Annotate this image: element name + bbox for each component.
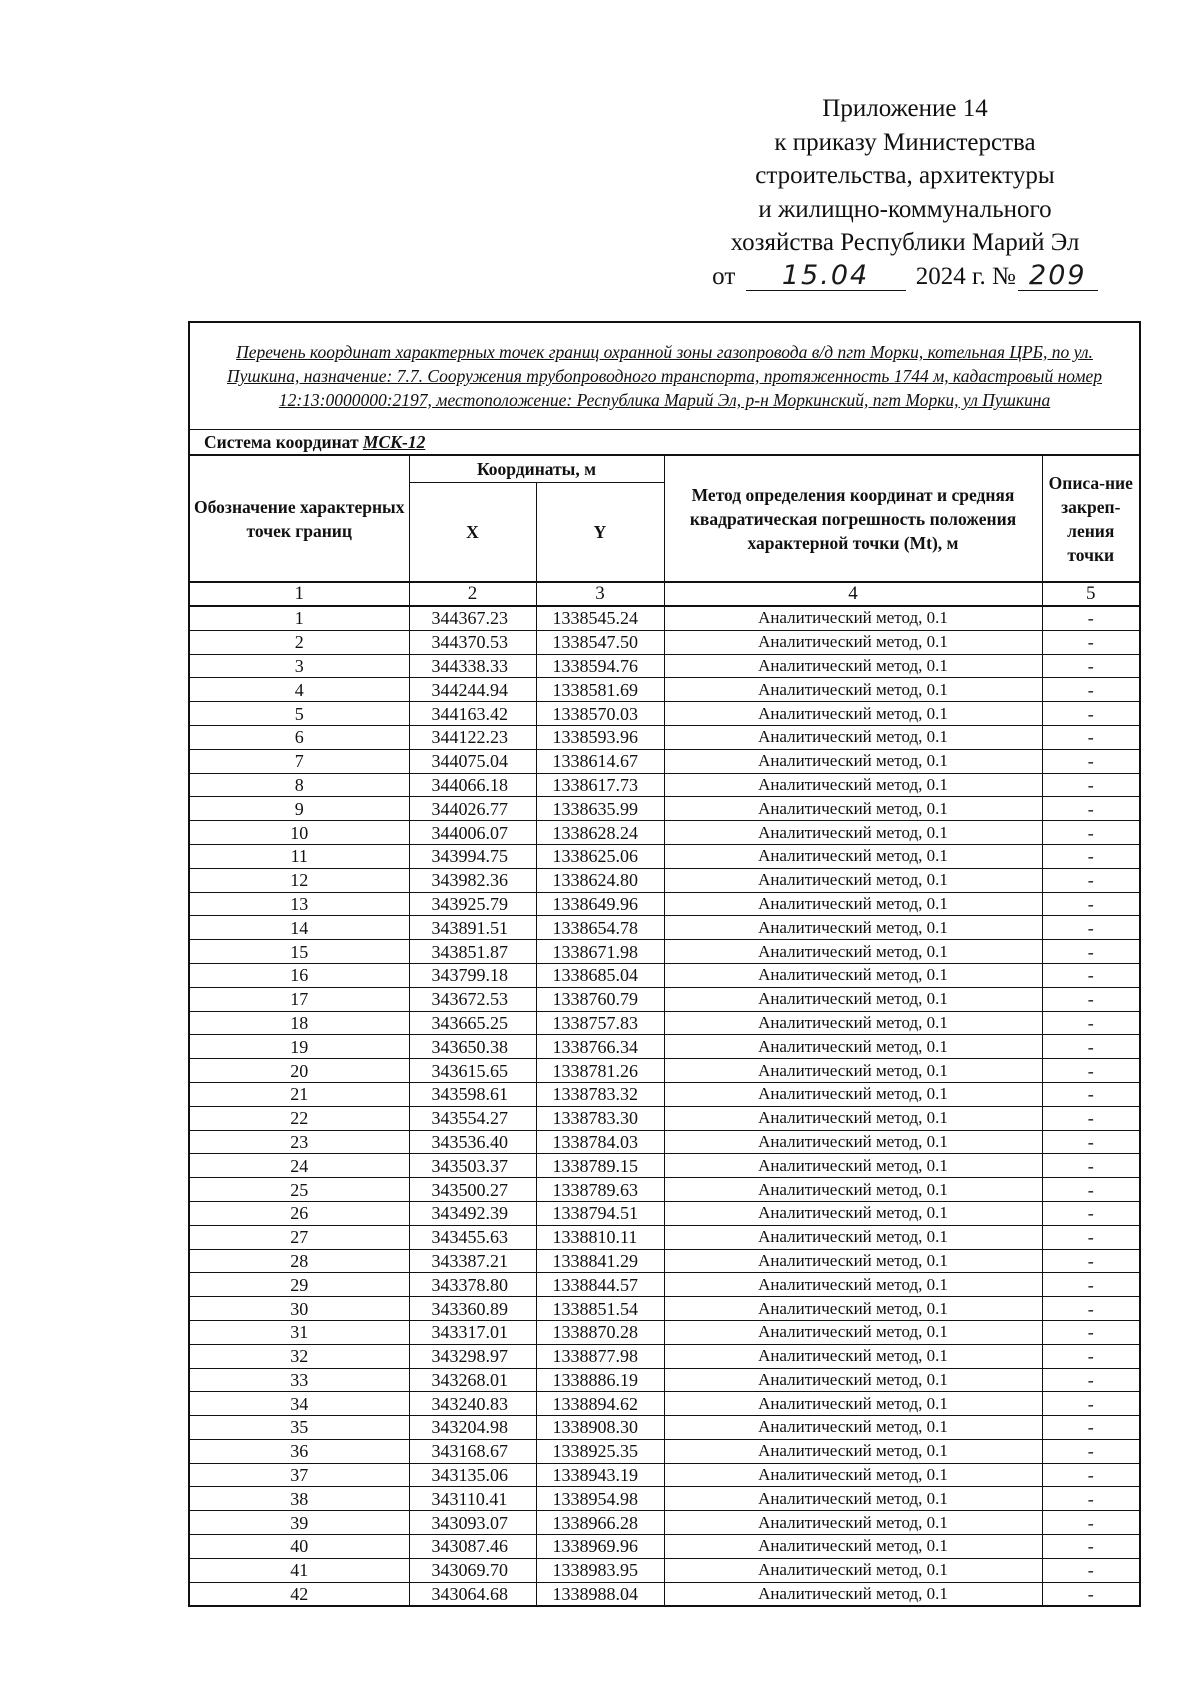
table-row (189, 844, 1140, 868)
fixation-description-cell: - (1042, 916, 1140, 940)
header-description: Описа-ние закреп-ления точки (1042, 455, 1140, 582)
point-number-cell: 7 (189, 749, 409, 773)
method-cell: Аналитический метод, 0.1 (664, 1249, 1042, 1273)
method-cell: Аналитический метод, 0.1 (664, 1320, 1042, 1344)
fixation-description-cell: - (1042, 1106, 1140, 1130)
method-cell: Аналитический метод, 0.1 (664, 725, 1042, 749)
x-coordinate-cell: 344075.04 (409, 749, 536, 773)
x-coordinate-cell: 344006.07 (409, 821, 536, 845)
method-cell: Аналитический метод, 0.1 (664, 892, 1042, 916)
method-cell: Аналитический метод, 0.1 (664, 1297, 1042, 1321)
point-number-cell: 34 (189, 1392, 409, 1416)
table-row (189, 916, 1140, 940)
y-coordinate-cell: 1338757.83 (536, 1011, 664, 1035)
method-cell: Аналитический метод, 0.1 (664, 1273, 1042, 1297)
y-coordinate-cell: 1338810.11 (536, 1225, 664, 1249)
fixation-description-cell: - (1042, 1178, 1140, 1202)
header-method: Метод определения координат и средняя квадратическая погрешность положения характерной точки (Mt), м (664, 455, 1042, 582)
x-coordinate-cell: 343665.25 (409, 1011, 536, 1035)
method-cell: Аналитический метод, 0.1 (664, 916, 1042, 940)
order-number-field (1018, 259, 1098, 291)
y-coordinate-cell: 1338988.04 (536, 1582, 664, 1606)
method-cell: Аналитический метод, 0.1 (664, 606, 1042, 630)
fixation-description-cell: - (1042, 1011, 1140, 1035)
method-cell: Аналитический метод, 0.1 (664, 749, 1042, 773)
point-number-cell: 22 (189, 1106, 409, 1130)
table-row (189, 1582, 1140, 1606)
x-coordinate-cell: 343087.46 (409, 1535, 536, 1559)
x-coordinate-cell: 343110.41 (409, 1487, 536, 1511)
point-number-cell: 18 (189, 1011, 409, 1035)
x-coordinate-cell: 343093.07 (409, 1511, 536, 1535)
table-row (189, 1154, 1140, 1178)
method-cell: Аналитический метод, 0.1 (664, 1178, 1042, 1202)
point-number-cell: 4 (189, 678, 409, 702)
x-coordinate-cell: 343536.40 (409, 1130, 536, 1154)
y-coordinate-cell: 1338954.98 (536, 1487, 664, 1511)
table-row (189, 1558, 1140, 1582)
fixation-description-cell: - (1042, 987, 1140, 1011)
table-row (189, 725, 1140, 749)
order-number-handwritten: 209 (1029, 259, 1087, 291)
header-y: Y (536, 483, 664, 583)
point-number-cell: 5 (189, 702, 409, 726)
y-coordinate-cell: 1338624.80 (536, 868, 664, 892)
fixation-description-cell: - (1042, 1511, 1140, 1535)
x-coordinate-cell: 343891.51 (409, 916, 536, 940)
point-number-cell: 40 (189, 1535, 409, 1559)
y-coordinate-cell: 1338581.69 (536, 678, 664, 702)
table-row (189, 749, 1140, 773)
fixation-description-cell: - (1042, 678, 1140, 702)
fixation-description-cell: - (1042, 1535, 1140, 1559)
order-date-line (640, 260, 1170, 294)
x-coordinate-cell: 343360.89 (409, 1297, 536, 1321)
coordinates-table (188, 321, 1141, 1607)
fixation-description-cell: - (1042, 1059, 1140, 1083)
table-row (189, 1463, 1140, 1487)
x-coordinate-cell: 343799.18 (409, 963, 536, 987)
y-coordinate-cell: 1338766.34 (536, 1035, 664, 1059)
y-coordinate-cell: 1338925.35 (536, 1439, 664, 1463)
method-cell: Аналитический метод, 0.1 (664, 1439, 1042, 1463)
method-cell: Аналитический метод, 0.1 (664, 654, 1042, 678)
point-number-cell: 19 (189, 1035, 409, 1059)
point-number-cell: 6 (189, 725, 409, 749)
fixation-description-cell: - (1042, 1392, 1140, 1416)
method-cell: Аналитический метод, 0.1 (664, 1011, 1042, 1035)
y-coordinate-cell: 1338594.76 (536, 654, 664, 678)
x-coordinate-cell: 343925.79 (409, 892, 536, 916)
x-coordinate-cell: 343204.98 (409, 1416, 536, 1440)
point-number-cell: 33 (189, 1368, 409, 1392)
x-coordinate-cell: 344338.33 (409, 654, 536, 678)
x-coordinate-cell: 343069.70 (409, 1558, 536, 1582)
y-coordinate-cell: 1338545.24 (536, 606, 664, 630)
x-coordinate-cell: 344122.23 (409, 725, 536, 749)
table-row (189, 1249, 1140, 1273)
table-row (189, 1487, 1140, 1511)
fixation-description-cell: - (1042, 1368, 1140, 1392)
column-number: 4 (664, 582, 1042, 606)
fixation-description-cell: - (1042, 773, 1140, 797)
x-coordinate-cell: 343615.65 (409, 1059, 536, 1083)
method-cell: Аналитический метод, 0.1 (664, 1582, 1042, 1606)
fixation-description-cell: - (1042, 1035, 1140, 1059)
point-number-cell: 17 (189, 987, 409, 1011)
y-coordinate-cell: 1338671.98 (536, 940, 664, 964)
point-number-cell: 15 (189, 940, 409, 964)
fixation-description-cell: - (1042, 1225, 1140, 1249)
y-coordinate-cell: 1338593.96 (536, 725, 664, 749)
method-cell: Аналитический метод, 0.1 (664, 1201, 1042, 1225)
point-number-cell: 11 (189, 844, 409, 868)
y-coordinate-cell: 1338784.03 (536, 1130, 664, 1154)
point-number-cell: 25 (189, 1178, 409, 1202)
x-coordinate-cell: 343982.36 (409, 868, 536, 892)
method-cell: Аналитический метод, 0.1 (664, 1225, 1042, 1249)
order-date-field (746, 259, 906, 291)
fixation-description-cell: - (1042, 844, 1140, 868)
fixation-description-cell: - (1042, 1201, 1140, 1225)
table-title: Перечень координат характерных точек границ охранной зоны газопровода в/д пгт Морки, котельная ЦРБ, по ул. Пушкина, назначение: 7.7. Сооружения трубопроводного транспорта, протяженность 1744 м, кадастровый номер 12:13:0000000:2197, местоположение: Республика Марий Эл, р-н Моркинский, пгт Морки, ул Пушкина (189, 322, 1140, 430)
table-row (189, 1320, 1140, 1344)
fixation-description-cell: - (1042, 1416, 1140, 1440)
fixation-description-cell: - (1042, 725, 1140, 749)
method-cell: Аналитический метод, 0.1 (664, 868, 1042, 892)
table-row (189, 1535, 1140, 1559)
y-coordinate-cell: 1338841.29 (536, 1249, 664, 1273)
y-coordinate-cell: 1338654.78 (536, 916, 664, 940)
point-number-cell: 41 (189, 1558, 409, 1582)
y-coordinate-cell: 1338851.54 (536, 1297, 664, 1321)
coordinate-system-label: Система координат (204, 431, 359, 452)
table-row (189, 1392, 1140, 1416)
point-number-cell: 2 (189, 630, 409, 654)
x-coordinate-cell: 343851.87 (409, 940, 536, 964)
x-coordinate-cell: 343378.80 (409, 1273, 536, 1297)
point-number-cell: 20 (189, 1059, 409, 1083)
fixation-description-cell: - (1042, 1463, 1140, 1487)
x-coordinate-cell: 343554.27 (409, 1106, 536, 1130)
y-coordinate-cell: 1338844.57 (536, 1273, 664, 1297)
y-coordinate-cell: 1338617.73 (536, 773, 664, 797)
method-cell: Аналитический метод, 0.1 (664, 678, 1042, 702)
x-coordinate-cell: 343317.01 (409, 1320, 536, 1344)
y-coordinate-cell: 1338794.51 (536, 1201, 664, 1225)
y-coordinate-cell: 1338789.63 (536, 1178, 664, 1202)
table-row (189, 1082, 1140, 1106)
method-cell: Аналитический метод, 0.1 (664, 1154, 1042, 1178)
method-cell: Аналитический метод, 0.1 (664, 1035, 1042, 1059)
method-cell: Аналитический метод, 0.1 (664, 1344, 1042, 1368)
table-row (189, 630, 1140, 654)
y-coordinate-cell: 1338969.96 (536, 1535, 664, 1559)
x-coordinate-cell: 343168.67 (409, 1439, 536, 1463)
table-row (189, 963, 1140, 987)
table-row (189, 1344, 1140, 1368)
x-coordinate-cell: 344066.18 (409, 773, 536, 797)
x-coordinate-cell: 343455.63 (409, 1225, 536, 1249)
point-number-cell: 26 (189, 1201, 409, 1225)
point-number-cell: 39 (189, 1511, 409, 1535)
point-number-cell: 24 (189, 1154, 409, 1178)
column-number: 5 (1042, 582, 1140, 606)
ministry-name-line-2: и жилищно-коммунального (758, 195, 1052, 223)
table-row (189, 1178, 1140, 1202)
point-number-cell: 1 (189, 606, 409, 630)
point-number-cell: 9 (189, 797, 409, 821)
x-coordinate-cell: 343240.83 (409, 1392, 536, 1416)
table-row (189, 702, 1140, 726)
x-coordinate-cell: 344370.53 (409, 630, 536, 654)
point-number-cell: 8 (189, 773, 409, 797)
fixation-description-cell: - (1042, 749, 1140, 773)
fixation-description-cell: - (1042, 654, 1140, 678)
method-cell: Аналитический метод, 0.1 (664, 987, 1042, 1011)
method-cell: Аналитический метод, 0.1 (664, 940, 1042, 964)
method-cell: Аналитический метод, 0.1 (664, 773, 1042, 797)
point-number-cell: 32 (189, 1344, 409, 1368)
fixation-description-cell: - (1042, 940, 1140, 964)
point-number-cell: 29 (189, 1273, 409, 1297)
table-row (189, 773, 1140, 797)
y-coordinate-cell: 1338966.28 (536, 1511, 664, 1535)
y-coordinate-cell: 1338894.62 (536, 1392, 664, 1416)
fixation-description-cell: - (1042, 797, 1140, 821)
method-cell: Аналитический метод, 0.1 (664, 1463, 1042, 1487)
table-row (189, 1439, 1140, 1463)
fixation-description-cell: - (1042, 1249, 1140, 1273)
fixation-description-cell: - (1042, 1273, 1140, 1297)
y-coordinate-cell: 1338781.26 (536, 1059, 664, 1083)
method-cell: Аналитический метод, 0.1 (664, 630, 1042, 654)
method-cell: Аналитический метод, 0.1 (664, 1368, 1042, 1392)
fixation-description-cell: - (1042, 1297, 1140, 1321)
x-coordinate-cell: 343672.53 (409, 987, 536, 1011)
method-cell: Аналитический метод, 0.1 (664, 797, 1042, 821)
x-coordinate-cell: 343298.97 (409, 1344, 536, 1368)
fixation-description-cell: - (1042, 702, 1140, 726)
y-coordinate-cell: 1338649.96 (536, 892, 664, 916)
appendix-header (640, 92, 1170, 293)
point-number-cell: 36 (189, 1439, 409, 1463)
column-number: 1 (189, 582, 409, 606)
table-row (189, 892, 1140, 916)
point-number-cell: 30 (189, 1297, 409, 1321)
y-coordinate-cell: 1338760.79 (536, 987, 664, 1011)
y-coordinate-cell: 1338983.95 (536, 1558, 664, 1582)
fixation-description-cell: - (1042, 892, 1140, 916)
method-cell: Аналитический метод, 0.1 (664, 844, 1042, 868)
y-coordinate-cell: 1338625.06 (536, 844, 664, 868)
point-number-cell: 38 (189, 1487, 409, 1511)
table-row (189, 1201, 1140, 1225)
table-row (189, 1011, 1140, 1035)
method-cell: Аналитический метод, 0.1 (664, 1106, 1042, 1130)
point-number-cell: 35 (189, 1416, 409, 1440)
method-cell: Аналитический метод, 0.1 (664, 1487, 1042, 1511)
x-coordinate-cell: 343387.21 (409, 1249, 536, 1273)
fixation-description-cell: - (1042, 963, 1140, 987)
point-number-cell: 13 (189, 892, 409, 916)
point-number-cell: 3 (189, 654, 409, 678)
point-number-cell: 12 (189, 868, 409, 892)
table-row (189, 1511, 1140, 1535)
table-row (189, 1130, 1140, 1154)
method-cell: Аналитический метод, 0.1 (664, 1059, 1042, 1083)
order-prefix: от (712, 262, 736, 290)
y-coordinate-cell: 1338908.30 (536, 1416, 664, 1440)
x-coordinate-cell: 344026.77 (409, 797, 536, 821)
method-cell: Аналитический метод, 0.1 (664, 1130, 1042, 1154)
fixation-description-cell: - (1042, 1320, 1140, 1344)
point-number-cell: 21 (189, 1082, 409, 1106)
order-reference-line: к приказу Министерства (774, 128, 1036, 156)
y-coordinate-cell: 1338635.99 (536, 797, 664, 821)
method-cell: Аналитический метод, 0.1 (664, 1535, 1042, 1559)
x-coordinate-cell: 344163.42 (409, 702, 536, 726)
table-row (189, 606, 1140, 630)
method-cell: Аналитический метод, 0.1 (664, 1416, 1042, 1440)
point-number-cell: 28 (189, 1249, 409, 1273)
fixation-description-cell: - (1042, 630, 1140, 654)
method-cell: Аналитический метод, 0.1 (664, 963, 1042, 987)
method-cell: Аналитический метод, 0.1 (664, 1392, 1042, 1416)
method-cell: Аналитический метод, 0.1 (664, 1558, 1042, 1582)
point-number-cell: 14 (189, 916, 409, 940)
fixation-description-cell: - (1042, 1582, 1140, 1606)
point-number-cell: 31 (189, 1320, 409, 1344)
method-cell: Аналитический метод, 0.1 (664, 1082, 1042, 1106)
table-row (189, 868, 1140, 892)
order-date-handwritten: 15.04 (781, 259, 870, 291)
table-row (189, 987, 1140, 1011)
x-coordinate-cell: 344367.23 (409, 606, 536, 630)
table-row (189, 1273, 1140, 1297)
ministry-name-line-3: хозяйства Республики Марий Эл (730, 229, 1080, 256)
x-coordinate-cell: 343135.06 (409, 1463, 536, 1487)
y-coordinate-cell: 1338789.15 (536, 1154, 664, 1178)
method-cell: Аналитический метод, 0.1 (664, 821, 1042, 845)
table-row (189, 1106, 1140, 1130)
x-coordinate-cell: 343650.38 (409, 1035, 536, 1059)
fixation-description-cell: - (1042, 1487, 1140, 1511)
y-coordinate-cell: 1338614.67 (536, 749, 664, 773)
method-cell: Аналитический метод, 0.1 (664, 702, 1042, 726)
header-x: X (409, 483, 536, 583)
point-number-cell: 27 (189, 1225, 409, 1249)
x-coordinate-cell: 343598.61 (409, 1082, 536, 1106)
table-row (189, 654, 1140, 678)
coordinate-system-row (189, 430, 1140, 456)
y-coordinate-cell: 1338877.98 (536, 1344, 664, 1368)
method-cell: Аналитический метод, 0.1 (664, 1511, 1042, 1535)
point-number-cell: 10 (189, 821, 409, 845)
fixation-description-cell: - (1042, 821, 1140, 845)
x-coordinate-cell: 343503.37 (409, 1154, 536, 1178)
fixation-description-cell: - (1042, 1439, 1140, 1463)
y-coordinate-cell: 1338783.32 (536, 1082, 664, 1106)
x-coordinate-cell: 344244.94 (409, 678, 536, 702)
y-coordinate-cell: 1338943.19 (536, 1463, 664, 1487)
y-coordinate-cell: 1338685.04 (536, 963, 664, 987)
ministry-name-line-1: строительства, архитектуры (755, 162, 1055, 189)
table-row (189, 940, 1140, 964)
x-coordinate-cell: 343492.39 (409, 1201, 536, 1225)
fixation-description-cell: - (1042, 1082, 1140, 1106)
coordinate-system-value: МСК-12 (362, 431, 426, 452)
fixation-description-cell: - (1042, 868, 1140, 892)
x-coordinate-cell: 343268.01 (409, 1368, 536, 1392)
fixation-description-cell: - (1042, 1154, 1140, 1178)
table-row (189, 1225, 1140, 1249)
table-row (189, 1059, 1140, 1083)
y-coordinate-cell: 1338783.30 (536, 1106, 664, 1130)
point-number-cell: 16 (189, 963, 409, 987)
x-coordinate-cell: 343064.68 (409, 1582, 536, 1606)
fixation-description-cell: - (1042, 1130, 1140, 1154)
column-number-row (189, 582, 1140, 606)
table-row (189, 678, 1140, 702)
point-number-cell: 23 (189, 1130, 409, 1154)
point-number-cell: 42 (189, 1582, 409, 1606)
table-row (189, 1368, 1140, 1392)
fixation-description-cell: - (1042, 1558, 1140, 1582)
x-coordinate-cell: 343994.75 (409, 844, 536, 868)
appendix-number: Приложение 14 (822, 95, 988, 122)
column-number: 3 (536, 582, 664, 606)
table-row (189, 1297, 1140, 1321)
y-coordinate-cell: 1338628.24 (536, 821, 664, 845)
y-coordinate-cell: 1338870.28 (536, 1320, 664, 1344)
header-coordinates: Координаты, м (409, 455, 664, 483)
fixation-description-cell: - (1042, 1344, 1140, 1368)
order-year: 2024 г. № (915, 262, 1016, 290)
header-point-designation: Обозначение характерных точек границ (189, 455, 409, 582)
y-coordinate-cell: 1338886.19 (536, 1368, 664, 1392)
column-number: 2 (409, 582, 536, 606)
table-row (189, 1035, 1140, 1059)
table-row (189, 821, 1140, 845)
point-number-cell: 37 (189, 1463, 409, 1487)
y-coordinate-cell: 1338547.50 (536, 630, 664, 654)
y-coordinate-cell: 1338570.03 (536, 702, 664, 726)
x-coordinate-cell: 343500.27 (409, 1178, 536, 1202)
fixation-description-cell: - (1042, 606, 1140, 630)
table-row (189, 1416, 1140, 1440)
table-row (189, 797, 1140, 821)
